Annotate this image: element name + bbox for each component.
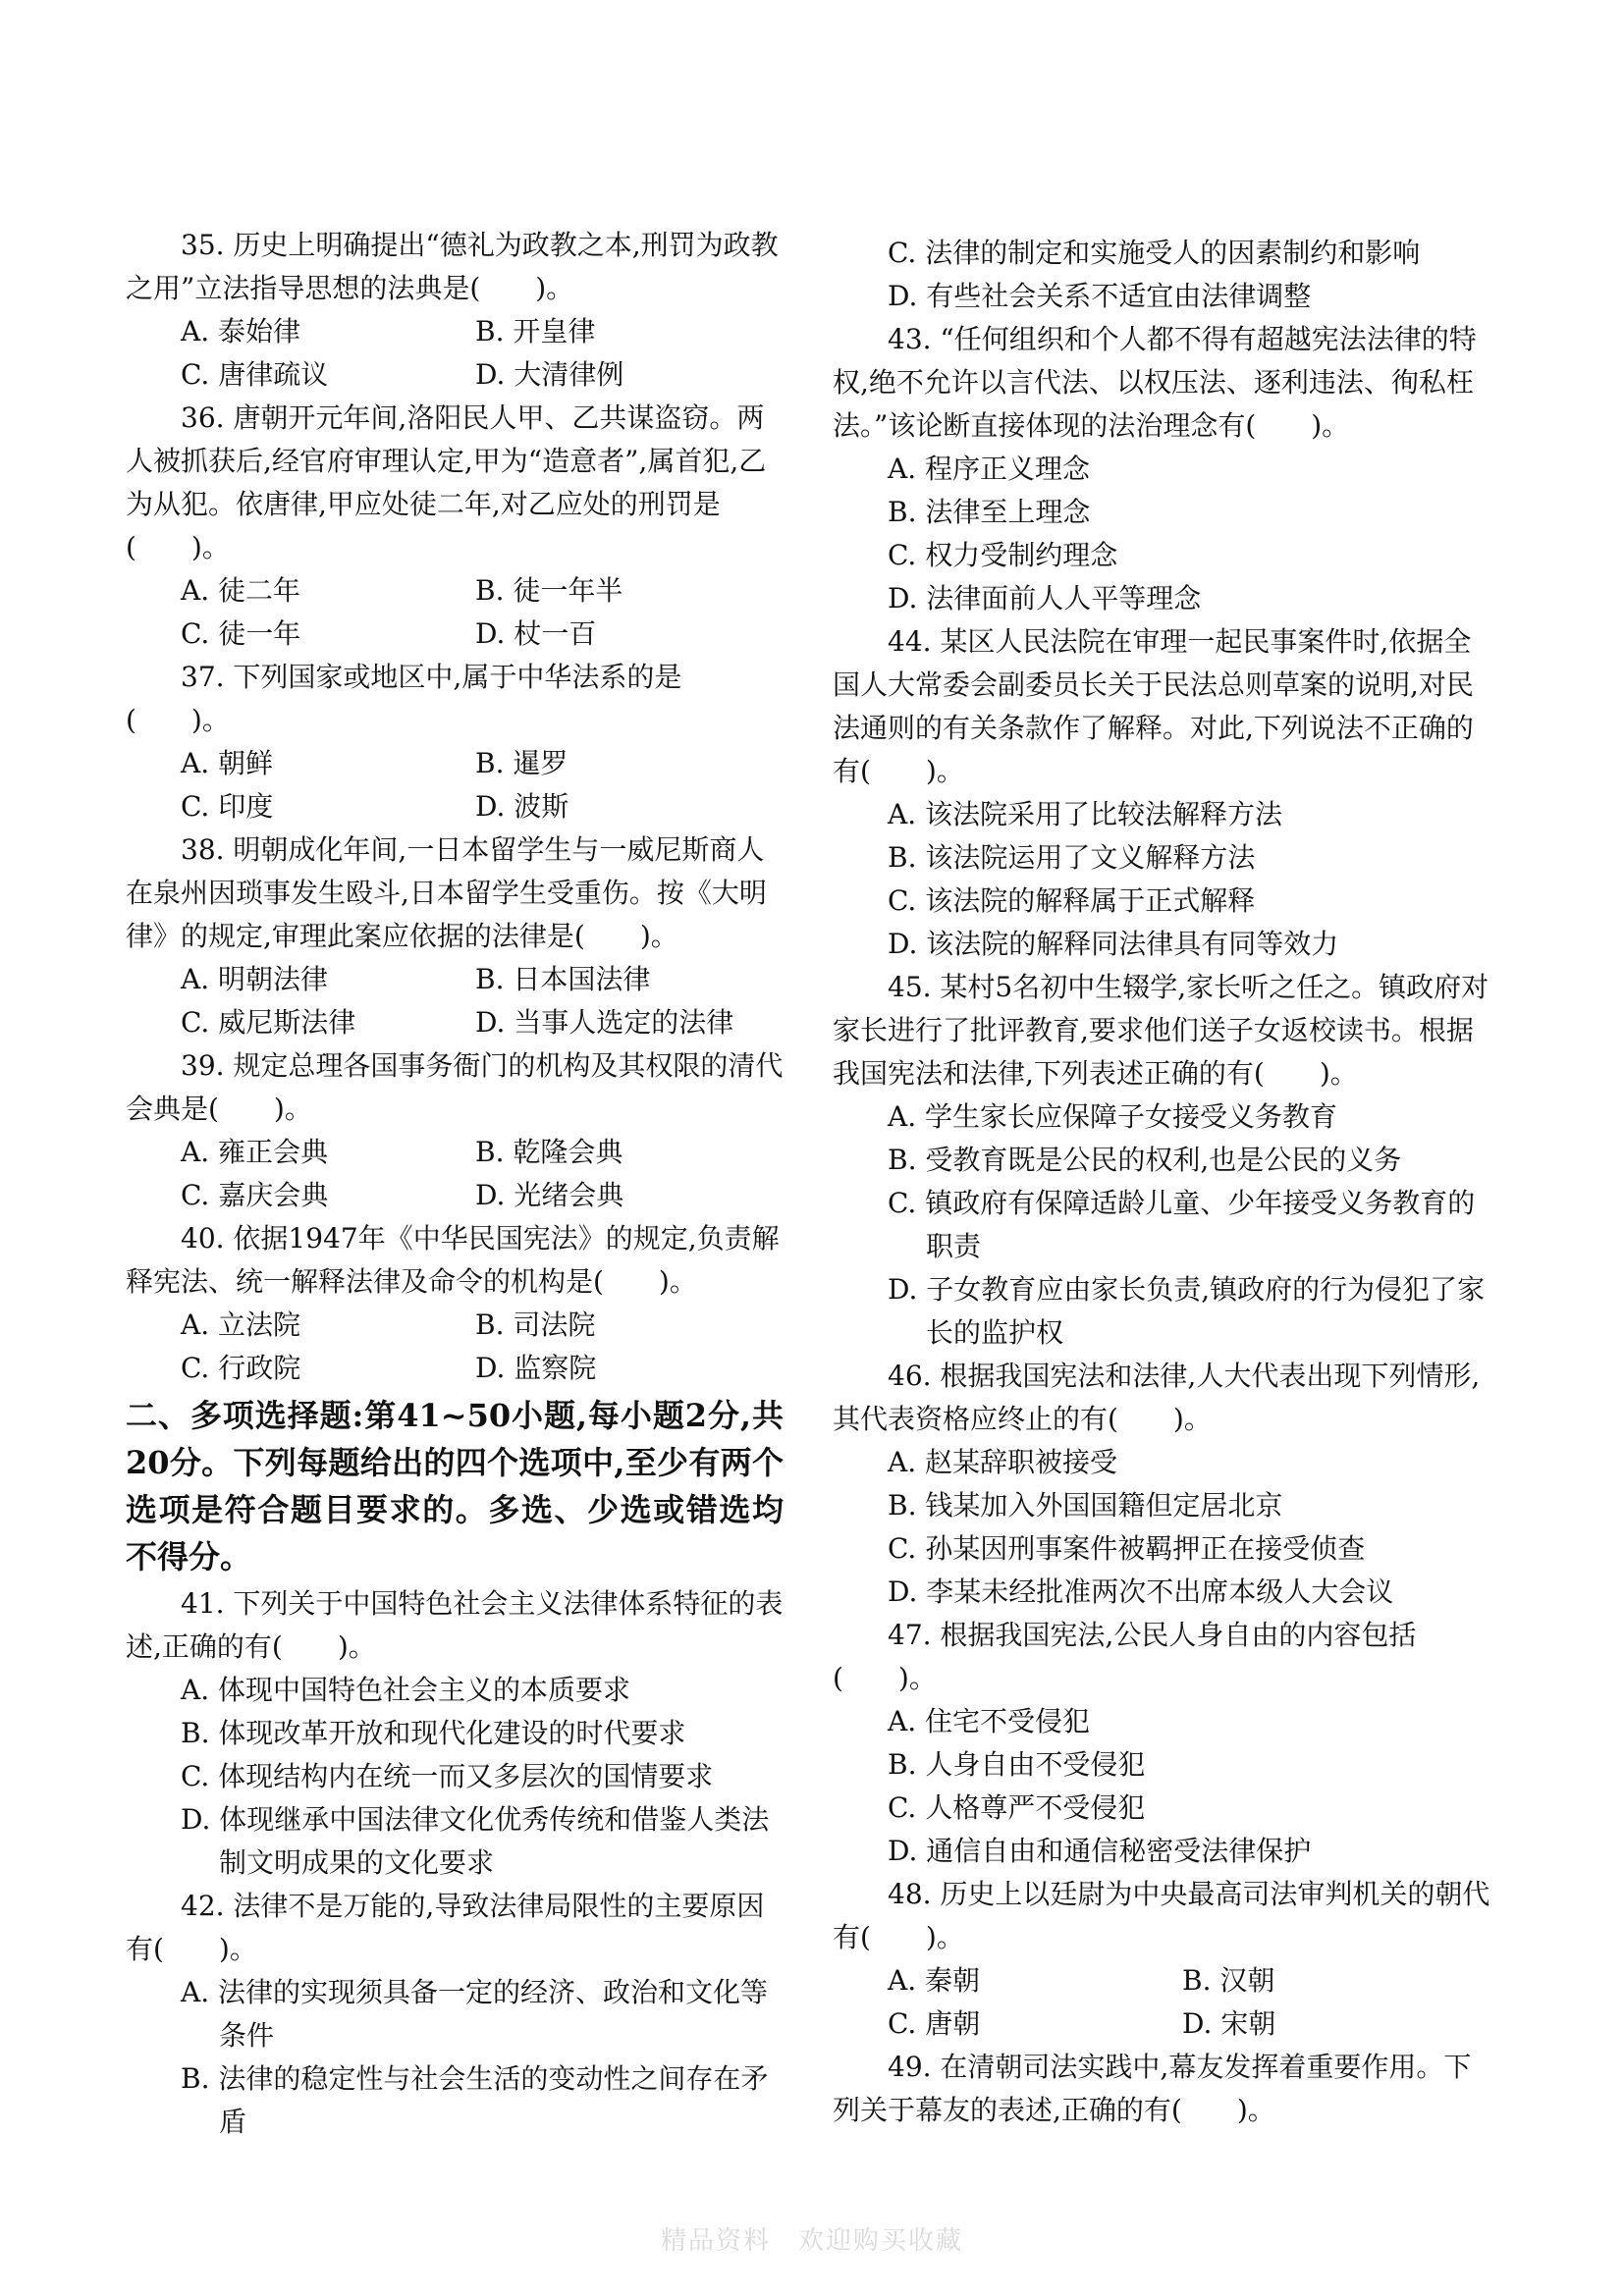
- option-a: A. 住宅不受侵犯: [888, 1705, 1091, 1737]
- question-42: [126, 1885, 784, 2144]
- option-b: B. 受教育既是公民的权利,也是公民的义务: [888, 1144, 1402, 1176]
- option-c: C. 印度: [181, 790, 274, 823]
- question-stem: 46. 根据我国宪法和法律,人大代表出现下列情形,其代表资格应终止的有( )。: [833, 1360, 1481, 1435]
- option-c: C. 权力受制约理念: [888, 539, 1118, 571]
- option-c: C. 唐朝: [888, 2007, 981, 2040]
- option-b: B. 日本国法律: [475, 963, 651, 995]
- option-a: A. 体现中国特色社会主义的本质要求: [181, 1674, 631, 1706]
- option-c: C. 体现结构内在统一而又多层次的国情要求: [181, 1760, 714, 1792]
- option-c: C. 行政院: [181, 1352, 301, 1384]
- question-40: [126, 1217, 784, 1390]
- option-d: D. 李某未经批准两次不出席本级人大会议: [888, 1575, 1394, 1608]
- question-35: [126, 224, 784, 397]
- option-b: B. 体现改革开放和现代化建设的时代要求: [181, 1717, 686, 1749]
- option-a: A. 秦朝: [888, 1964, 981, 1997]
- left-column: [126, 224, 784, 2144]
- question-stem: 36. 唐朝开元年间,洛阳民人甲、乙共谋盗窃。两人被抓获后,经官府审理认定,甲为“造意者”,属首犯,乙为从犯。依唐律,甲应处徒二年,对乙应处的刑罚是( )。: [126, 401, 767, 563]
- option-d: D. 有些社会关系不适宜由法律调整: [888, 280, 1312, 312]
- question-stem: 44. 某区人民法院在审理一起民事案件时,依据全国人大常委会副委员长关于民法总则草案的说明,对民法通则的有关条款作了解释。对此,下列说法不正确的有( )。: [833, 625, 1474, 787]
- option-c: C. 镇政府有保障适龄儿童、少年接受义务教育的职责: [888, 1187, 1476, 1262]
- right-column: [833, 232, 1490, 2132]
- option-b: B. 司法院: [475, 1308, 596, 1341]
- option-b: B. 法律的稳定性与社会生活的变动性之间存在矛盾: [181, 2062, 769, 2138]
- question-stem: 43. “任何组织和个人都不得有超越宪法法律的特权,绝不允许以言代法、以权压法、逐利违法、徇私枉法。”该论断直接体现的法治理念有( )。: [833, 323, 1477, 442]
- option-b: B. 人身自由不受侵犯: [888, 1748, 1146, 1781]
- question-48: [833, 1873, 1490, 2046]
- option-c: C. 法律的制定和实施受人的因素制约和影响: [888, 237, 1421, 269]
- question-stem: 38. 明朝成化年间,一日本留学生与一威尼斯商人在泉州因琐事发生殴斗,日本留学生受重伤。按《大明律》的规定,审理此案应依据的法律是( )。: [126, 833, 767, 952]
- option-a: A. 赵某辞职被接受: [888, 1446, 1118, 1478]
- option-c: C. 人格尊严不受侵犯: [888, 1791, 1146, 1824]
- option-b: B. 汉朝: [1182, 1964, 1275, 1997]
- question-stem: 49. 在清朝司法实践中,幕友发挥着重要作用。下列关于幕友的表述,正确的有( )。: [833, 2051, 1472, 2126]
- question-38: [126, 828, 784, 1044]
- option-d: D. 光绪会典: [475, 1179, 624, 1211]
- question-37: [126, 656, 784, 828]
- option-b: B. 法律至上理念: [888, 496, 1091, 528]
- question-49: [833, 2046, 1490, 2132]
- option-b: B. 开皇律: [475, 315, 596, 347]
- option-a: A. 泰始律: [181, 315, 301, 347]
- page-footer-watermark: 精品资料 欢迎购买收藏: [660, 2226, 963, 2256]
- option-c: C. 唐律疏议: [181, 358, 329, 391]
- question-46: [833, 1355, 1490, 1614]
- option-c: C. 徒一年: [181, 617, 301, 650]
- question-45: [833, 966, 1490, 1355]
- option-a: A. 学生家长应保障子女接受义务教育: [888, 1100, 1338, 1133]
- question-43: [833, 318, 1490, 620]
- question-stem: 41. 下列关于中国特色社会主义法律体系特征的表述,正确的有( )。: [126, 1587, 784, 1663]
- option-a: A. 程序正义理念: [888, 453, 1091, 485]
- option-b: B. 暹罗: [475, 747, 568, 779]
- option-c: C. 孙某因刑事案件被羁押正在接受侦查: [888, 1532, 1366, 1565]
- option-c: C. 威尼斯法律: [181, 1006, 356, 1039]
- option-d: D. 杖一百: [475, 617, 597, 650]
- option-a: A. 朝鲜: [181, 747, 274, 779]
- option-b: B. 徒一年半: [475, 574, 623, 607]
- option-d: D. 大清律例: [475, 358, 624, 391]
- option-d: D. 该法院的解释同法律具有同等效力: [888, 928, 1339, 960]
- question-stem: 37. 下列国家或地区中,属于中华法系的是( )。: [126, 661, 682, 736]
- option-d: D. 宋朝: [1182, 2007, 1276, 2040]
- option-d: D. 波斯: [475, 790, 569, 823]
- question-stem: 39. 规定总理各国事务衙门的机构及其权限的清代会典是( )。: [126, 1049, 784, 1125]
- question-41: [126, 1582, 784, 1885]
- option-d: D. 体现继承中国法律文化优秀传统和借鉴人类法制文明成果的文化要求: [181, 1803, 770, 1879]
- option-d: D. 当事人选定的法律: [475, 1006, 734, 1039]
- question-stem: 45. 某村5名初中生辍学,家长听之任之。镇政府对家长进行了批评教育,要求他们送子女返校读书。根据我国宪法和法律,下列表述正确的有( )。: [833, 971, 1489, 1090]
- question-stem: 47. 根据我国宪法,公民人身自由的内容包括( )。: [833, 1619, 1417, 1694]
- option-a: A. 法律的实现须具备一定的经济、政治和文化等条件: [181, 1976, 769, 2052]
- section-heading-multiple-choice: 二、多项选择题:第41~50小题,每小题2分,共20分。下列每题给出的四个选项中,至少有两个选项是符合题目要求的。多选、少选或错选均不得分。: [126, 1397, 784, 1575]
- question-stem: 48. 历史上以廷尉为中央最高司法审判机关的朝代有( )。: [833, 1878, 1490, 1953]
- option-a: A. 该法院采用了比较法解释方法: [888, 798, 1283, 830]
- question-stem: 42. 法律不是万能的,导致法律局限性的主要原因有( )。: [126, 1890, 765, 1965]
- option-a: A. 徒二年: [181, 574, 301, 607]
- option-d: D. 法律面前人人平等理念: [888, 582, 1202, 614]
- question-44: [833, 620, 1490, 966]
- question-stem: 35. 历史上明确提出“德礼为政教之本,刑罚为政教之用”立法指导思想的法典是( )。: [126, 229, 779, 304]
- option-a: A. 明朝法律: [181, 963, 329, 995]
- option-c: C. 该法院的解释属于正式解释: [888, 884, 1256, 917]
- question-39: [126, 1044, 784, 1217]
- option-d: D. 通信自由和通信秘密受法律保护: [888, 1835, 1312, 1867]
- option-b: B. 该法院运用了文义解释方法: [888, 841, 1256, 874]
- question-47: [833, 1614, 1490, 1873]
- question-42-continued: [833, 232, 1490, 318]
- option-b: B. 乾隆会典: [475, 1136, 623, 1168]
- option-a: A. 雍正会典: [181, 1136, 329, 1168]
- option-a: A. 立法院: [181, 1308, 301, 1341]
- question-stem: 40. 依据1947年《中华民国宪法》的规定,负责解释宪法、统一解释法律及命令的机构是( )。: [126, 1222, 780, 1298]
- option-d: D. 监察院: [475, 1352, 597, 1384]
- option-c: C. 嘉庆会典: [181, 1179, 329, 1211]
- option-b: B. 钱某加入外国国籍但定居北京: [888, 1489, 1283, 1522]
- option-d: D. 子女教育应由家长负责,镇政府的行为侵犯了家长的监护权: [888, 1273, 1486, 1349]
- question-36: [126, 397, 784, 656]
